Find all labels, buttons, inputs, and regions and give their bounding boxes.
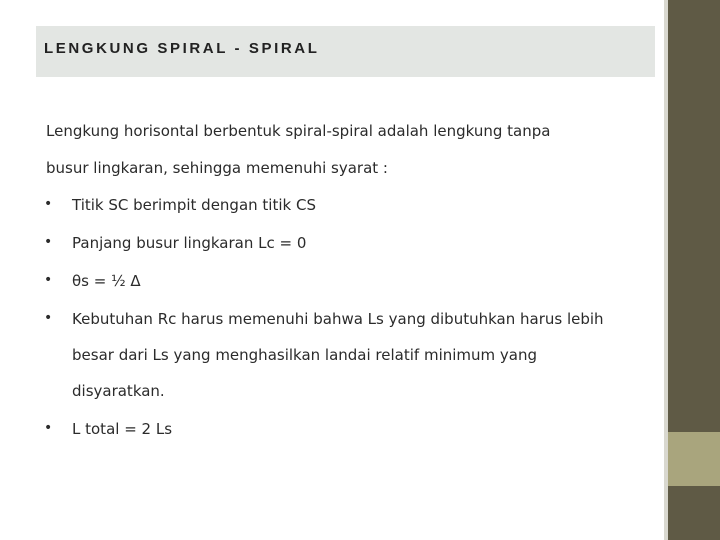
list-item-text: Kebutuhan Rc harus memenuhi bahwa Ls yang dibutuhkan harus lebih besar dari Ls yang menghasilkan landai relatif minimum yang disyaratkan. [72,310,604,400]
list-item [46,187,656,223]
title-bar [36,26,655,77]
list-item-text: Titik SC berimpit dengan titik CS [72,196,316,214]
list-item-text: L total = 2 Ls [72,420,173,438]
bullet-icon: • [44,272,53,288]
list-item [46,263,656,299]
list-item [46,411,656,447]
intro-line-2: busur lingkaran, sehingga memenuhi syarat : [46,159,388,177]
bullet-icon: • [44,234,53,250]
sidebar-band-bottom [668,486,720,540]
requirements-list [46,187,656,447]
list-item [46,301,656,409]
sidebar-band-accent [668,432,720,486]
intro-line-1: Lengkung horisontal berbentuk spiral-spiral adalah lengkung tanpa [46,122,551,140]
slide-title: LENGKUNG SPIRAL - SPIRAL [44,40,320,57]
bullet-icon: • [44,310,53,326]
bullet-icon: • [44,196,53,212]
list-item [46,225,656,261]
list-item-text: θs = ½ Δ [72,272,141,290]
list-item-text: Panjang busur lingkaran Lc = 0 [72,234,307,252]
slide-body [46,114,656,449]
sidebar-band-top [668,0,720,432]
bullet-icon: • [44,420,53,436]
